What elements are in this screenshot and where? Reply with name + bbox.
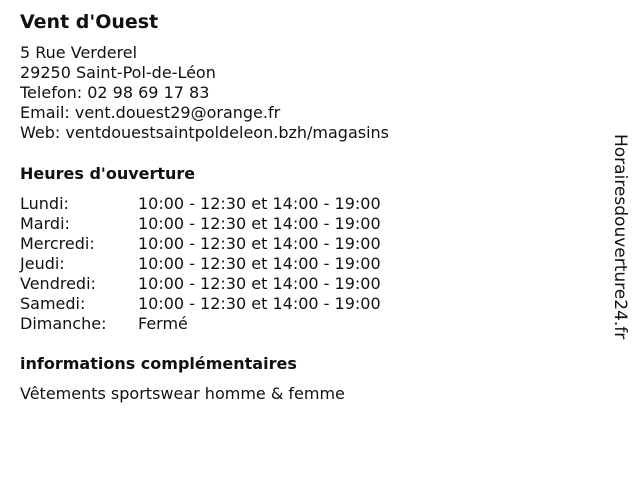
additional-info-text: Vêtements sportswear homme & femme [20,384,345,403]
address-city: 29250 Saint-Pol-de-Léon [20,63,216,82]
site-watermark: Horairesdouverture24.fr [610,134,630,340]
phone-text: Telefon: 02 98 69 17 83 [20,83,210,102]
hours-row-sunday [20,314,381,334]
day-label: Mercredi: [20,234,95,253]
day-label: Jeudi: [20,254,65,273]
shop-name: Vent d'Ouest [20,11,159,33]
opening-hours-title: Heures d'ouverture [20,164,196,183]
address-street: 5 Rue Verderel [20,43,138,62]
hours-row-friday [20,274,381,294]
hours-value: Fermé [138,314,188,333]
day-label: Samedi: [20,294,86,313]
hours-value: 10:00 - 12:30 et 14:00 - 19:00 [138,294,381,313]
hours-value: 10:00 - 12:30 et 14:00 - 19:00 [138,214,381,233]
hours-row-tuesday [20,214,381,234]
day-label: Vendredi: [20,274,96,293]
day-label: Dimanche: [20,314,107,333]
contact-block [20,43,389,143]
opening-hours-table [20,194,381,334]
hours-value: 10:00 - 12:30 et 14:00 - 19:00 [138,274,381,293]
hours-value: 10:00 - 12:30 et 14:00 - 19:00 [138,194,381,213]
hours-row-thursday [20,254,381,274]
hours-row-monday [20,194,381,214]
hours-value: 10:00 - 12:30 et 14:00 - 19:00 [138,234,381,253]
day-label: Mardi: [20,214,70,233]
additional-info-title: informations complémentaires [20,354,297,373]
website-text: Web: ventdouestsaintpoldeleon.bzh/magasins [20,123,390,142]
day-label: Lundi: [20,194,69,213]
hours-value: 10:00 - 12:30 et 14:00 - 19:00 [138,254,381,273]
email-text: Email: vent.douest29@orange.fr [20,103,281,122]
hours-row-saturday [20,294,381,314]
hours-row-wednesday [20,234,381,254]
